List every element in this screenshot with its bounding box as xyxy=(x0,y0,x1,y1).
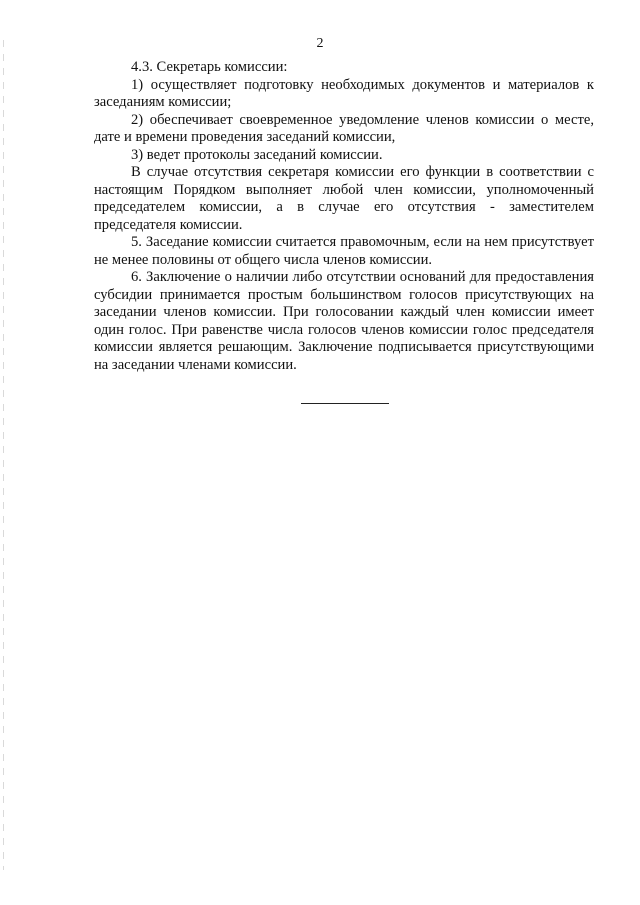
closing-divider-line xyxy=(301,403,389,404)
document-body xyxy=(94,59,594,374)
page-number: 2 xyxy=(316,36,324,51)
paragraph-secretary-heading: 4.3. Секретарь комиссии: xyxy=(131,59,288,75)
scan-edge-marks xyxy=(3,40,6,870)
paragraph-item-3: 3) ведет протоколы заседаний комиссии. xyxy=(131,146,383,163)
paragraph-quorum: 5. Заседание комиссии считается правомочным, если на нем присутствует не менее половины от общего числа членов комиссии. xyxy=(94,234,594,268)
paragraph-secretary-absence: В случае отсутствия секретаря комиссии его функции в соответствии с настоящим Порядком выполняет любой член комиссии, уполномоченный председателем комиссии, а в случае его отсутствия - заместителем председателя комиссии. xyxy=(94,164,594,233)
paragraph-item-1: 1) осуществляет подготовку необходимых документов и материалов к заседаниям комиссии; xyxy=(94,76,594,110)
paragraph-item-2: 2) обеспечивает своевременное уведомление членов комиссии о месте, дате и времени проведения заседаний комиссии, xyxy=(94,111,594,145)
paragraph-conclusion: 6. Заключение о наличии либо отсутствии оснований для предоставления субсидии принимается простым большинством голосов присутствующих на заседании членов комиссии. При голосовании каждый член комиссии имеет один голос. При равенстве числа голосов членов комиссии голос председателя комиссии является решающим. Заключение подписывается присутствующими на заседании членами комиссии. xyxy=(94,269,594,373)
